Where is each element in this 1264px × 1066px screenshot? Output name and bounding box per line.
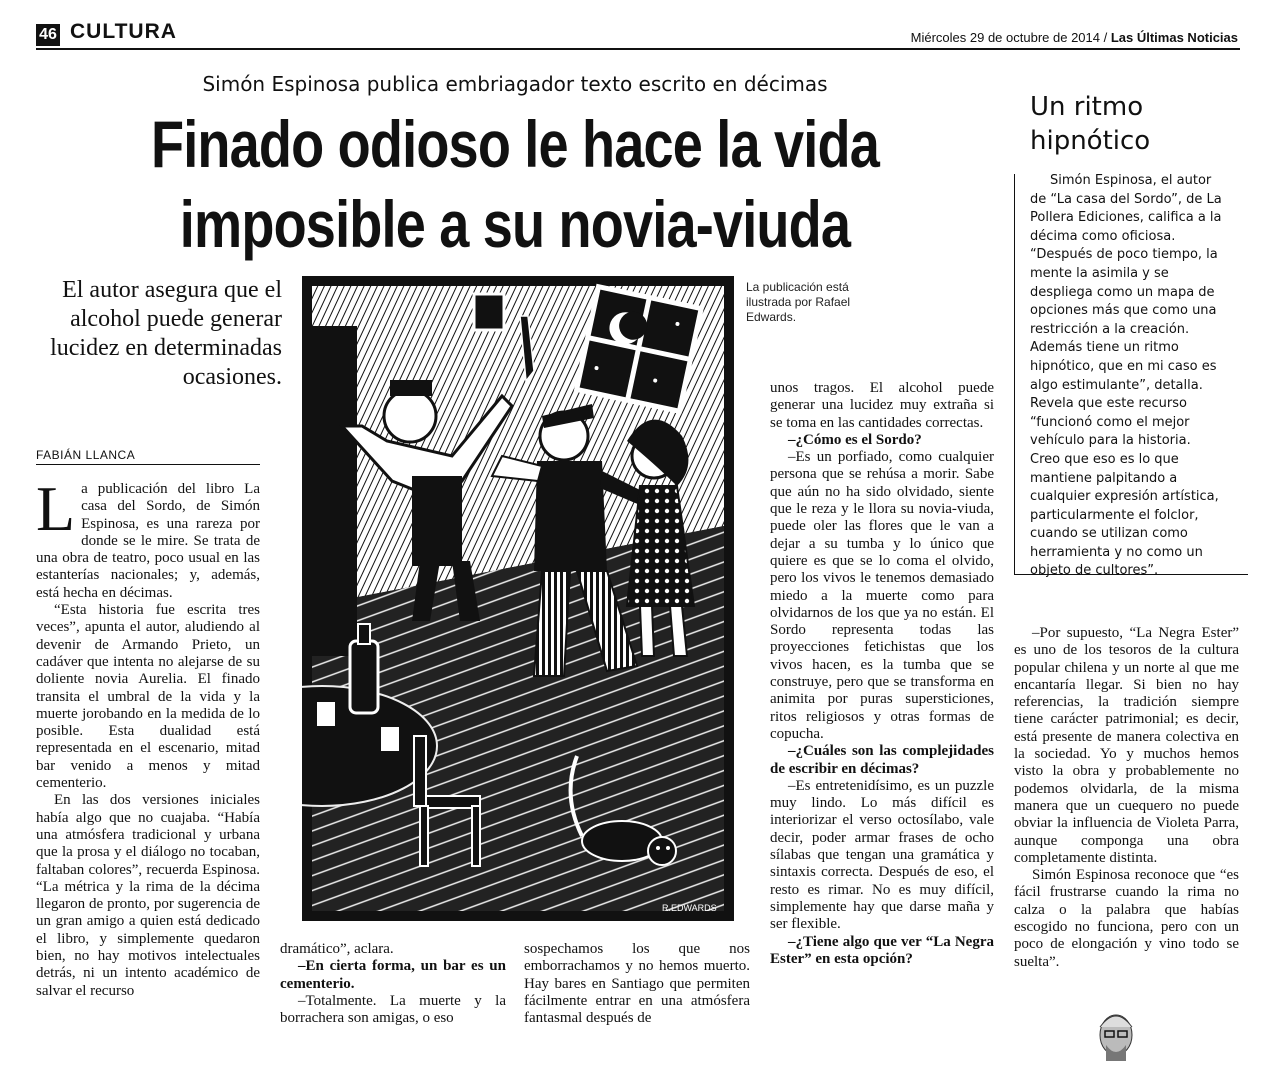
paragraph: unos tragos. El alcohol puede generar una lucidez muy extraña si se toma en las cantidades correctas.	[770, 380, 994, 431]
paragraph-text: a publicación del libro La casa del Sordo, de Simón Espinosa, es una rareza por donde se le mire. Se trata de una obra de teatro, poco usual en las estanterías nacionales; y, además, está hecha en décimas.	[36, 481, 260, 601]
interview-question: –¿Cómo es el Sordo?	[788, 431, 922, 448]
byline-rule	[36, 464, 260, 465]
sidebar-title: Un ritmo hipnótico	[1030, 92, 1151, 156]
page-number: 46	[36, 24, 60, 46]
author-portrait	[1088, 1005, 1144, 1061]
paragraph: “Esta historia fue escrita tres veces”, apunta el autor, aludiendo al devenir de Armando Prieto, un cadáver que intenta no alejarse de su doliente novia Aurelia. El finado transita el umbral de la vida y la muerte jorobando en la medida de lo posible. Esta dualidad está representada en el escenario, mitad bar venido a menos y mitad cementerio.	[36, 602, 260, 792]
interview-question: –¿Tiene algo que ver “La Negra Ester” en esta opción?	[770, 933, 994, 967]
paragraph: –Es un porfiado, como cualquier persona que se rehúsa a morir. Sabe que aún no ha sido olvidado, siente que le reza y le llora su novia-viuda, puede oler las flores que le van a dejar a su tumba y lo único que quiere es que se lo coma el olvido, pero los vivos le tenemos demasiado miedo a la muerte como para olvidarnos de los que ya no están. El Sordo representa todas las proyecciones fetichistas que los vivos hacen, es la tumba que se construye, pero que se transforma en animita por puras supersticiones, ritos religiosos y otras formas de copucha.	[770, 449, 994, 742]
drop-cap: L	[36, 473, 76, 544]
paragraph: sospechamos los que nos emborrachamos y no hemos muerto. Hay bares en Santiago que permiten fácilmente entrar en una atmósfera fantasmal después de	[524, 941, 750, 1027]
paragraph: dramático”, aclara.	[280, 941, 394, 957]
illustration-caption: La publicación está ilustrada por Rafael Edwards.	[746, 280, 851, 324]
issue-date: Miércoles 29 de octubre de 2014	[910, 30, 1100, 45]
woodcut-illustration	[302, 276, 734, 921]
article-column-5	[1014, 625, 1239, 971]
sidebar-paragraph: Simón Espinosa, el autor de “La casa del Sordo”, de La Pollera Ediciones, califica a la décima como oficiosa. “Después de poco tiempo, la mente la asimila y se despliega como un mapa de opciones más que como una restricción a la creación. Además tiene un ritmo hipnótico, que en mi caso es algo estimulante”, detalla. Revela que este recurso “funcionó como el mejor vehículo para la historia. Creo que eso es lo que mantiene palpitando a cualquier expresión artística, particularmente el folclor, cuando se utilizan como herramienta y no como un objeto de cultores”.	[1030, 173, 1222, 579]
headline-line-1: Finado odioso le hace la vida	[150, 107, 880, 181]
article-kicker: Simón Espinosa publica embriagador texto escrito en décimas	[202, 72, 828, 96]
headline-line-2: imposible a su novia-viuda	[179, 187, 851, 261]
dateline	[911, 30, 1238, 45]
paragraph: –Es entretenidísimo, es un puzzle muy lindo. Lo más difícil es interiorizar el verso octosílabo, vale decir, poder armar frases de ocho sílabas que tengan una gramática y sintaxis correcta. Después de eso, el resto es rimar. No es muy difícil, simplemente hay que darse maña y ser flexible.	[770, 777, 994, 933]
article-column-3	[524, 941, 750, 1027]
paragraph: Simón Espinosa reconoce que “es fácil frustrarse cuando la rima no calza o la palabra que habías escogido no funciona, pero con un poco de elongación y vino todo se suelta”.	[1014, 867, 1239, 970]
interview-question: –En cierta forma, un bar es un cementerio.	[280, 958, 506, 992]
publication-name: Las Últimas Noticias	[1110, 30, 1238, 45]
article-column-4	[770, 380, 994, 968]
sidebar-text	[1030, 172, 1222, 581]
article-column-2	[280, 941, 506, 1027]
illustration-signature: R.EDWARDS	[662, 903, 717, 913]
illustration-graphic	[302, 276, 734, 921]
dateline-separator: /	[1100, 30, 1111, 45]
paragraph: –Por supuesto, “La Negra Ester” es uno de los tesoros de la cultura popular chilena y un norte al que me encantaría llegar. Si bien no hay referencias, la tradición siempre tiene carácter patrimonial; es decir, está presente de manera colectiva en la sociedad. Yo y muchos hemos visto la obra y probablemente no podemos olvidarla, de la misma manera que un cuequero no puede obviar la influencia de Violeta Parra, aunque componga una obra completamente distinta.	[1014, 625, 1239, 866]
article-column-1	[36, 473, 260, 1000]
interview-question: –¿Cuáles son las complejidades de escribir en décimas?	[770, 743, 994, 777]
paragraph: En las dos versiones iniciales había algo que no cuajaba. “Había una atmósfera tradicional y urbana que la prosa y el diálogo no tocaban, faltaban colores”, recuerda Espinosa. “La métrica y la rima de la décima llegaron de pronto, por sugerencia de un gran amigo a quien está dedicado el libro, y simplemente quedaron bien, no hay motivos intelectuales detrás, ni un intento académico de salvar el recurso	[36, 792, 260, 999]
section-name: CULTURA	[70, 20, 177, 43]
header-rule	[36, 48, 1240, 50]
paragraph: –Totalmente. La muerte y la borrachera son amigas, o eso	[280, 992, 506, 1027]
paragraph	[36, 473, 260, 602]
portrait-graphic	[1088, 1005, 1144, 1061]
article-deck: El autor asegura que el alcohol puede generar lucidez en determinadas ocasiones.	[50, 277, 282, 390]
byline: FABIÁN LLANCA	[36, 448, 136, 462]
